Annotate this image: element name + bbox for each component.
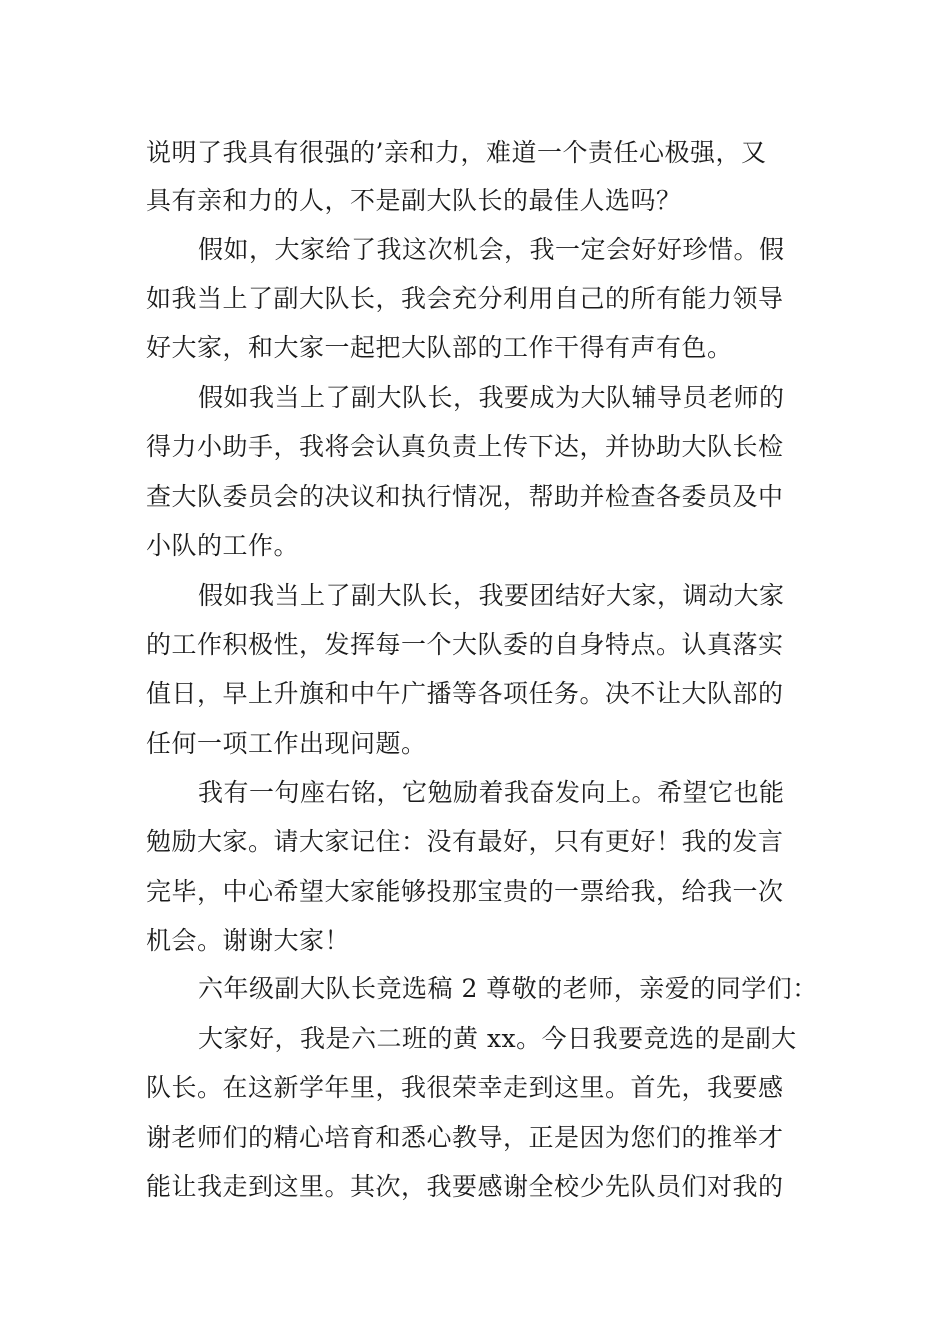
text-line: 小队的工作。 [146,531,300,560]
paragraph-first-line: 假如，大家给了我这次机会，我一定会好好珍惜。假 [198,235,785,264]
text-line: 队长。在这新学年里，我很荣幸走到这里。首先，我要感 [146,1073,784,1102]
section-heading-line: 六年级副大队长竞选稿 2 尊敬的老师，亲爱的同学们： [198,974,818,1003]
text-line: 值日，早上升旗和中午广播等各项任务。决不让大队部的 [146,679,784,708]
text-line: 的工作积极性，发挥每一个大队委的自身特点。认真落实 [146,630,784,659]
text-line: 勉励大家。请大家记住：没有最好，只有更好！我的发言 [146,827,784,856]
text-line: 具有亲和力的人，不是副大队长的最佳人选吗？ [146,186,682,215]
text-line: 好大家，和大家一起把大队部的工作干得有声有色。 [146,333,733,362]
text-line: 机会。谢谢大家！ [146,926,351,955]
text-line: 谢老师们的精心培育和悉心教导，正是因为您们的推举才 [146,1123,784,1152]
paragraph-first-line: 假如我当上了副大队长，我要团结好大家，调动大家 [198,581,785,610]
paragraph-first-line: 我有一句座右铭，它勉励着我奋发向上。希望它也能 [198,778,785,807]
text-line: 完毕，中心希望大家能够投那宝贵的一票给我，给我一次 [146,877,784,906]
text-line: 任何一项工作出现问题。 [146,729,427,758]
paragraph-first-line: 假如我当上了副大队长，我要成为大队辅导员老师的 [198,383,785,412]
text-line: 能让我走到这里。其次，我要感谢全校少先队员们对我的 [146,1172,784,1201]
text-line: 查大队委员会的决议和执行情况，帮助并检查各委员及中 [146,482,784,511]
text-line: 说明了我具有很强的’亲和力，难道一个责任心极强，又 [146,138,767,167]
paragraph-first-line: 大家好，我是六二班的黄 xx。今日我要竞选的是副大 [198,1024,797,1053]
text-line: 得力小助手，我将会认真负责上传下达，并协助大队长检 [146,432,784,461]
text-line: 如我当上了副大队长，我会充分利用自己的所有能力领导 [146,284,784,313]
